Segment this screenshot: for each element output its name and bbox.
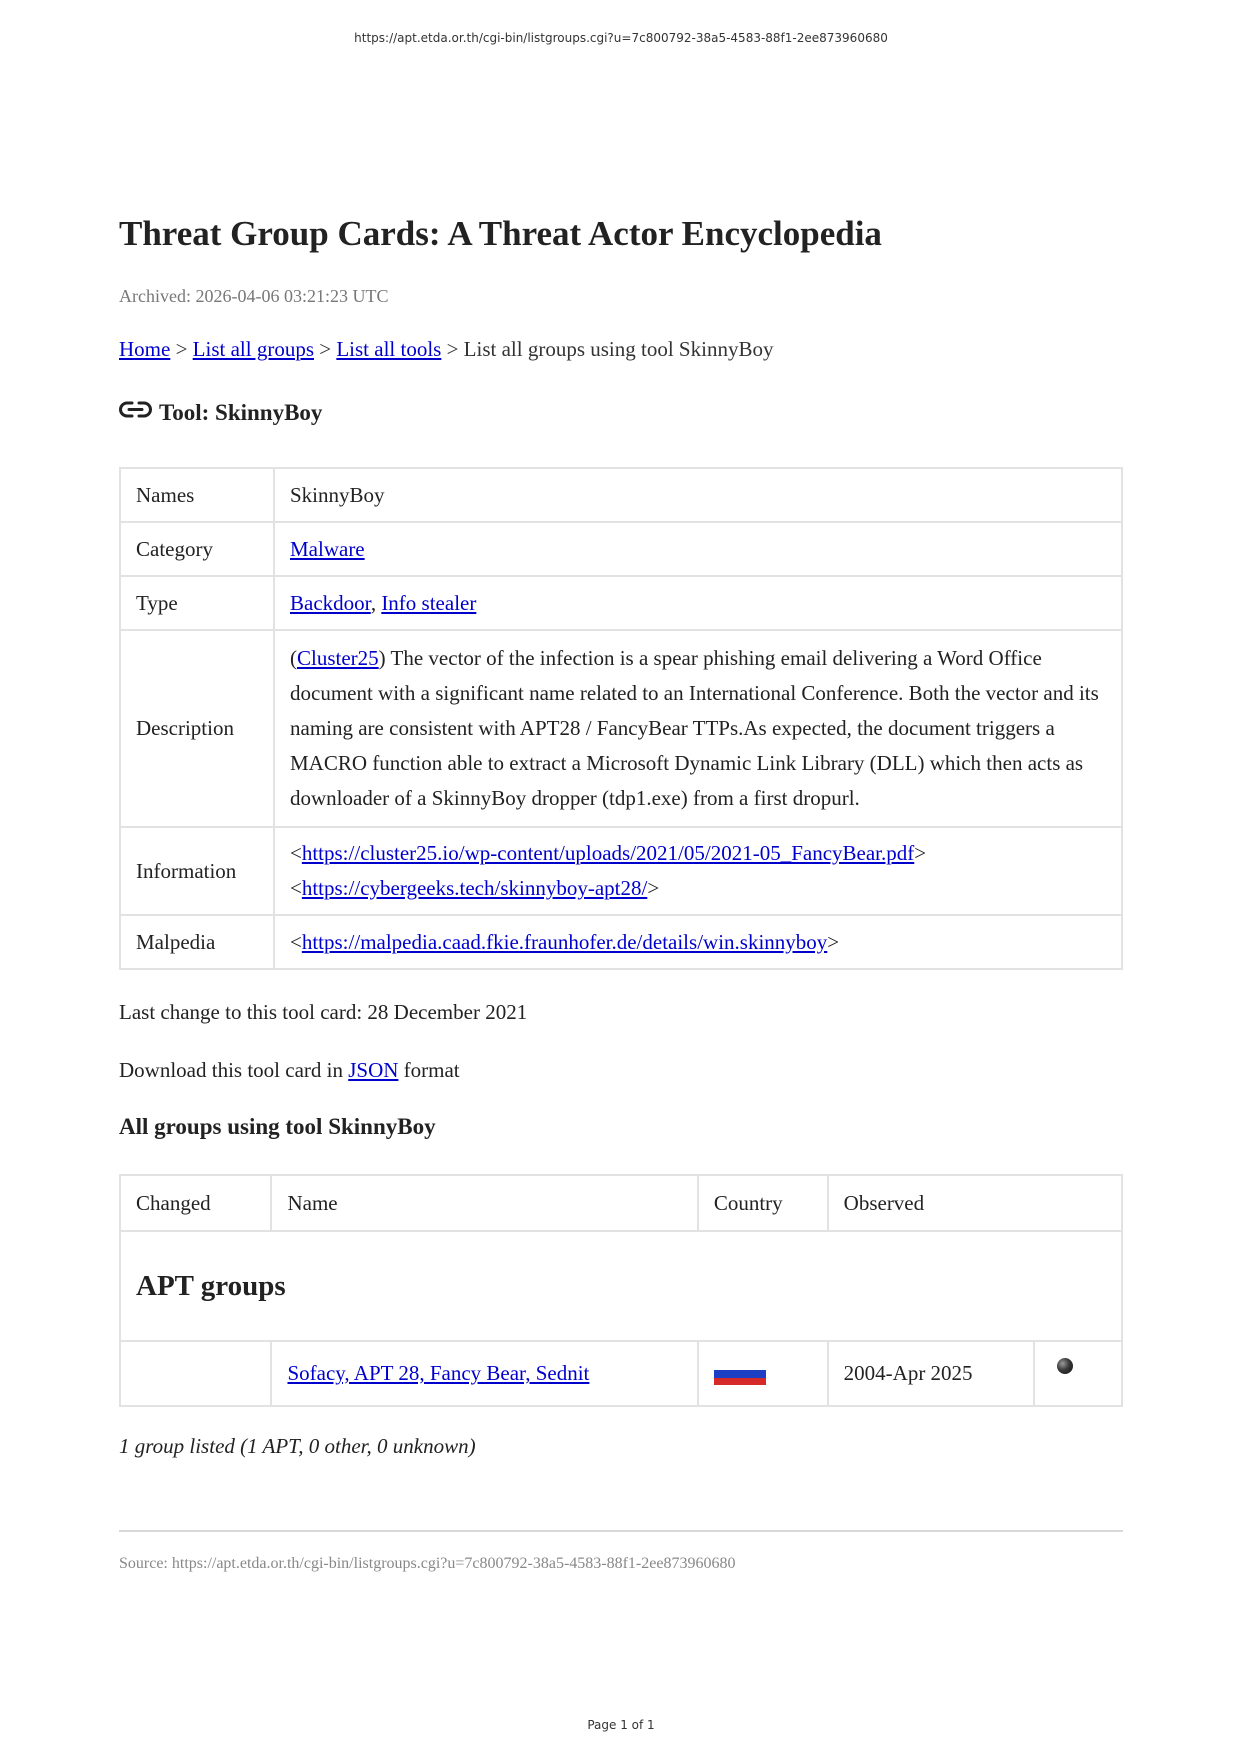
column-header-name: Name: [271, 1175, 697, 1231]
info-link-cybergeeks[interactable]: https://cybergeeks.tech/skinnyboy-apt28/: [301, 876, 648, 900]
tool-info-table: [119, 467, 1123, 970]
download-line: [119, 1058, 460, 1083]
breadcrumb-list-groups-link[interactable]: List all groups: [192, 337, 314, 361]
type-value: [274, 576, 1122, 630]
column-header-country: Country: [698, 1175, 828, 1231]
link-icon: [119, 400, 152, 420]
table-row: [120, 468, 1122, 522]
category-label: Category: [120, 522, 274, 576]
names-label: Names: [120, 468, 274, 522]
download-suffix: format: [398, 1058, 460, 1082]
type-label: Type: [120, 576, 274, 630]
table-row: [120, 915, 1122, 969]
divider: [119, 1530, 1123, 1532]
breadcrumb: [119, 337, 773, 362]
type-backdoor-link[interactable]: Backdoor: [290, 590, 371, 615]
table-row: [120, 827, 1122, 915]
type-separator: ,: [370, 590, 382, 615]
page-title: Threat Group Cards: A Threat Actor Encyclopedia: [119, 214, 882, 253]
bracket-open: <: [290, 929, 302, 954]
country-cell: [698, 1341, 828, 1406]
table-row: [120, 576, 1122, 630]
description-cluster25-link[interactable]: Cluster25: [297, 646, 379, 670]
table-row: [120, 522, 1122, 576]
groups-heading: All groups using tool SkinnyBoy: [119, 1114, 436, 1139]
tool-heading-text: Tool: SkinnyBoy: [159, 400, 323, 425]
groups-summary: 1 group listed (1 APT, 0 other, 0 unknown): [119, 1434, 476, 1458]
russia-flag-icon: [714, 1363, 766, 1385]
breadcrumb-current: > List all groups using tool SkinnyBoy: [441, 337, 774, 361]
description-paren: (: [290, 646, 297, 670]
json-download-link[interactable]: JSON: [348, 1058, 399, 1082]
changed-cell: [120, 1341, 271, 1406]
status-dot-icon: [1057, 1358, 1073, 1374]
info-link-cluster25-pdf[interactable]: https://cluster25.io/wp-content/uploads/2021/05/2021-05_FancyBear.pdf: [301, 841, 915, 865]
status-cell: [1034, 1341, 1122, 1406]
section-row: [120, 1231, 1122, 1341]
description-label: Description: [120, 630, 274, 827]
description-text: ) The vector of the infection is a spear phishing email delivering a Word Office document with a significant name related to an International Conference. Both the vector and its naming are consistent with APT28 / FancyBear TTPs.As expected, the document triggers a MACRO function able to extract a Microsoft Dynamic Link Library (DLL) which then acts as downloader of a SkinnyBoy dropper (tdp1.exe) from a first dropurl.: [290, 646, 1099, 810]
column-header-changed: Changed: [120, 1175, 271, 1231]
category-value: [274, 522, 1122, 576]
print-header-url: https://apt.etda.or.th/cgi-bin/listgroups.cgi?u=7c800792-38a5-4583-88f1-2ee873960680: [354, 31, 888, 45]
description-value: [274, 630, 1122, 827]
bracket-close: >: [647, 876, 660, 900]
archived-timestamp: Archived: 2026-04-06 03:21:23 UTC: [119, 286, 389, 306]
tool-heading: [119, 400, 322, 426]
bracket-open: <: [290, 876, 302, 900]
column-header-observed: Observed: [828, 1175, 1122, 1231]
table-header-row: [120, 1175, 1122, 1231]
table-row: [120, 1341, 1122, 1406]
malpedia-value: [274, 915, 1122, 969]
breadcrumb-home-link[interactable]: Home: [119, 337, 171, 361]
type-info-stealer-link[interactable]: Info stealer: [381, 590, 477, 615]
download-prefix: Download this tool card in: [119, 1058, 349, 1082]
table-row: [120, 630, 1122, 827]
breadcrumb-list-tools-link[interactable]: List all tools: [336, 337, 442, 361]
bracket-close: >: [827, 929, 840, 954]
section-cell: [120, 1231, 1122, 1341]
name-cell: [271, 1341, 697, 1406]
malpedia-link[interactable]: https://malpedia.caad.fkie.fraunhofer.de/details/win.skinnyboy: [301, 929, 828, 954]
last-change-text: Last change to this tool card: 28 December 2021: [119, 1000, 528, 1024]
bracket-close: >: [914, 841, 927, 865]
breadcrumb-separator: >: [314, 337, 337, 361]
page-number: Page 1 of 1: [587, 1718, 655, 1732]
source-url: Source: https://apt.etda.or.th/cgi-bin/listgroups.cgi?u=7c800792-38a5-4583-88f1-2ee873960680: [119, 1555, 736, 1572]
section-title: APT groups: [136, 1269, 286, 1302]
group-name-link[interactable]: Sofacy, APT 28, Fancy Bear, Sednit: [287, 1361, 590, 1385]
breadcrumb-separator: >: [170, 337, 193, 361]
information-label: Information: [120, 827, 274, 915]
information-value: [274, 827, 1122, 915]
malpedia-label: Malpedia: [120, 915, 274, 969]
bracket-open: <: [290, 841, 302, 865]
groups-table: [119, 1174, 1123, 1407]
observed-cell: 2004-Apr 2025: [828, 1341, 1035, 1406]
category-malware-link[interactable]: Malware: [290, 536, 365, 561]
names-value: SkinnyBoy: [274, 468, 1122, 522]
